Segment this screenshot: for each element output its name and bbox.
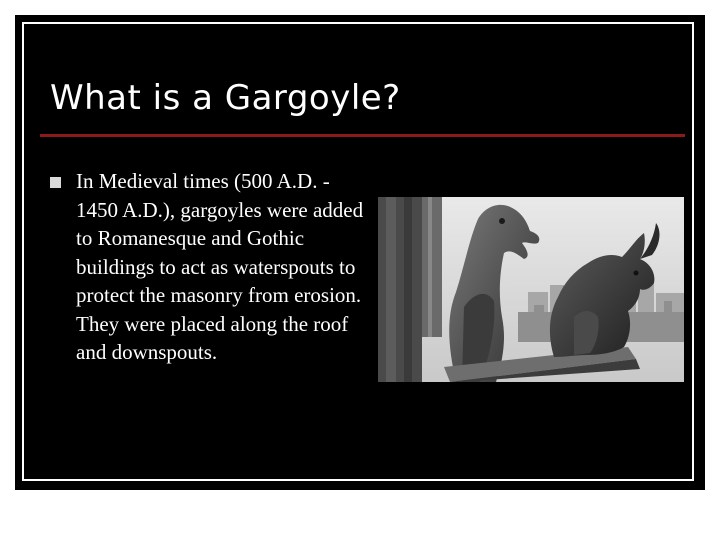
title-divider [40,134,685,137]
bullet-square-icon [50,177,61,188]
slide-title: What is a Gargoyle? [50,78,401,118]
gargoyle-photo [378,197,684,382]
bullet-text: In Medieval times (500 A.D. - 1450 A.D.), gargoyles were added to Romanesque and Gothic buildings to act as waterspouts to protect the masonry from erosion. They were placed along the roof and downspouts. [76,169,364,364]
